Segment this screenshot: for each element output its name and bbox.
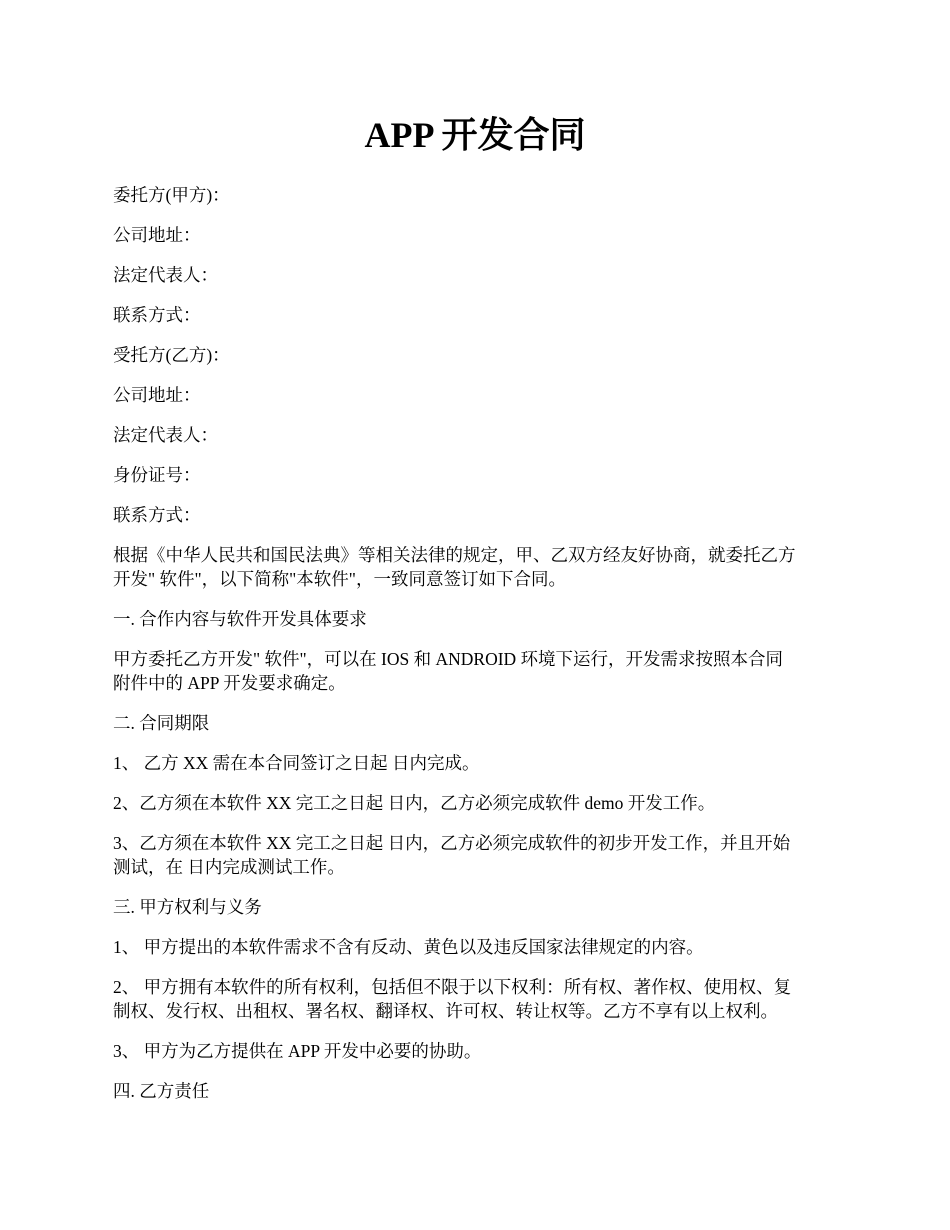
paragraph	[113, 895, 853, 919]
paragraph-line: 3、乙方须在本软件 XX 完工之日起 日内，乙方必须完成软件的初步开发工作，并且开始	[113, 833, 791, 853]
paragraph	[113, 303, 853, 327]
paragraph	[113, 183, 853, 207]
paragraph	[113, 383, 853, 407]
paragraph-line: 受托方(乙方)：	[113, 345, 230, 365]
paragraph-line: 四. 乙方责任	[113, 1081, 210, 1101]
paragraph	[113, 1039, 853, 1063]
paragraph	[113, 503, 853, 527]
paragraph-line: 委托方(甲方)：	[113, 185, 230, 205]
paragraph-line: 公司地址：	[113, 225, 201, 245]
paragraph	[113, 831, 853, 879]
paragraph-line: 制权、发行权、出租权、署名权、翻译权、许可权、转让权等。乙方不享有以上权利。	[113, 1001, 778, 1021]
paragraph-line: 联系方式：	[113, 505, 201, 525]
paragraph	[113, 343, 853, 367]
paragraph	[113, 647, 853, 695]
paragraph	[113, 711, 853, 735]
paragraph-line: 开发" 软件"，以下简称"本软件"，一致同意签订如下合同。	[113, 569, 566, 589]
paragraph-line: 1、 甲方提出的本软件需求不含有反动、黄色以及违反国家法律规定的内容。	[113, 937, 704, 957]
paragraph-line: 2、 甲方拥有本软件的所有权利，包括但不限于以下权利：所有权、著作权、使用权、复	[113, 977, 792, 997]
paragraph	[113, 607, 853, 631]
paragraph-line: 三. 甲方权利与义务	[113, 897, 262, 917]
paragraph	[113, 463, 853, 487]
paragraph	[113, 975, 853, 1023]
paragraph-line: 3、 甲方为乙方提供在 APP 开发中必要的协助。	[113, 1041, 482, 1061]
paragraph-line: 法定代表人：	[113, 265, 218, 285]
paragraph-line: 附件中的 APP 开发要求确定。	[113, 673, 346, 693]
paragraph-line: 一. 合作内容与软件开发具体要求	[113, 609, 367, 629]
paragraph	[113, 1079, 853, 1103]
paragraph	[113, 935, 853, 959]
paragraph-line: 联系方式：	[113, 305, 201, 325]
paragraph-line: 二. 合同期限	[113, 713, 210, 733]
paragraph-line: 法定代表人：	[113, 425, 218, 445]
paragraph	[113, 263, 853, 287]
document-title: APP 开发合同	[364, 115, 586, 155]
paragraph-line: 公司地址：	[113, 385, 201, 405]
paragraph	[113, 423, 853, 447]
paragraph	[113, 751, 853, 775]
paragraph	[113, 223, 853, 247]
paragraph-line: 1、 乙方 XX 需在本合同签订之日起 日内完成。	[113, 753, 480, 773]
paragraph	[113, 543, 853, 591]
paragraph-line: 根据《中华人民共和国民法典》等相关法律的规定，甲、乙双方经友好协商，就委托乙方	[113, 545, 796, 565]
paragraph-line: 测试，在 日内完成测试工作。	[113, 857, 345, 877]
document-body	[113, 183, 853, 1119]
paragraph	[113, 791, 853, 815]
paragraph-line: 2、乙方须在本软件 XX 完工之日起 日内，乙方必须完成软件 demo 开发工作。	[113, 793, 716, 813]
paragraph-line: 甲方委托乙方开发" 软件"，可以在 IOS 和 ANDROID 环境下运行，开发需求按照本合同	[113, 649, 784, 669]
paragraph-line: 身份证号：	[113, 465, 201, 485]
